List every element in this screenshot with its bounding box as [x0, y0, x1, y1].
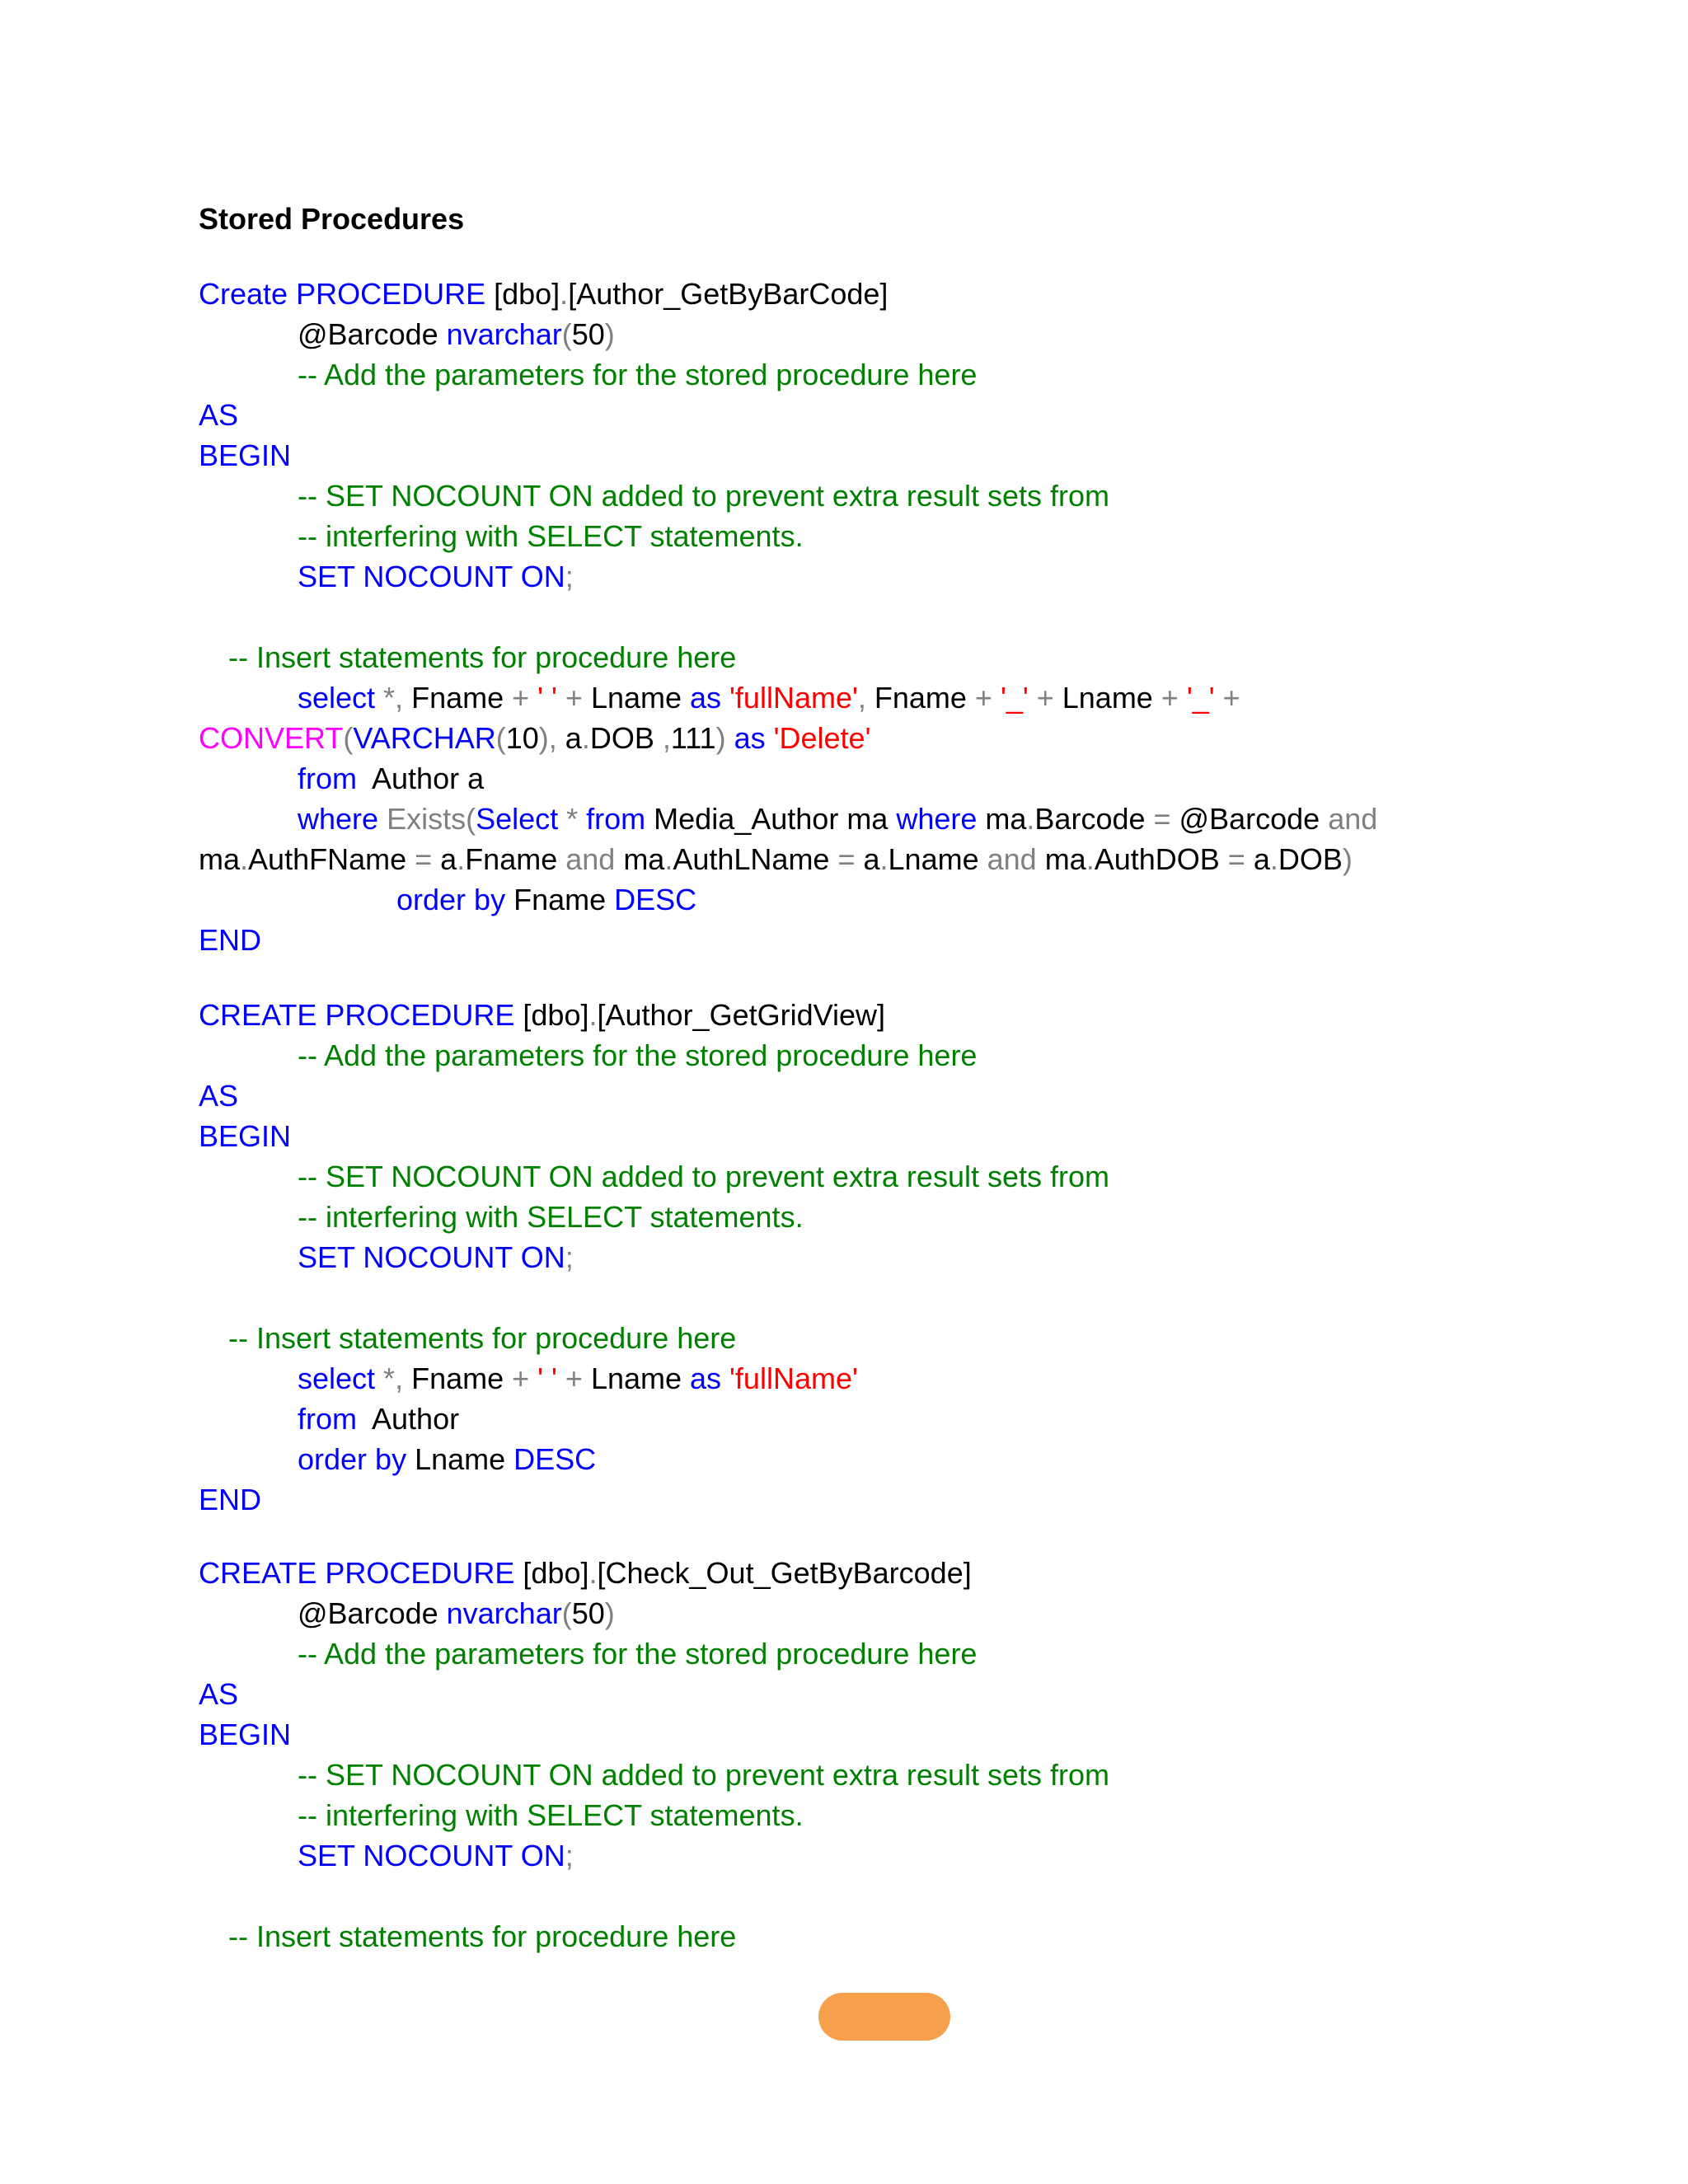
where-keyword: where [888, 802, 978, 836]
select-line-2 [199, 718, 1649, 758]
order-line [199, 1439, 1649, 1479]
comma: , [548, 721, 557, 755]
comma: , [395, 1361, 404, 1395]
exists-function: Exists [378, 802, 467, 836]
from-keyword: from [578, 802, 646, 836]
parameter-type: nvarchar [446, 1596, 562, 1630]
nocount-comment-2: -- interfering with SELECT statements. [298, 1200, 804, 1234]
table-name: Author [357, 1402, 460, 1436]
blank-line [199, 597, 1649, 637]
dot-operator: . [588, 998, 598, 1032]
procedure-author-getbybarcode [199, 274, 1649, 960]
parameter-line [199, 314, 1649, 354]
plus-operator: + [504, 681, 530, 715]
dot-operator: . [560, 277, 569, 311]
procedure-check-out-getbybarcode [199, 1553, 1649, 1957]
paren-open: ( [343, 721, 354, 755]
string-literal: ' ' [529, 1361, 557, 1395]
from-line [199, 758, 1649, 799]
begin-keyword: BEGIN [199, 438, 292, 472]
comma: , [395, 681, 404, 715]
plus-operator: + [1028, 681, 1054, 715]
begin-keyword: BEGIN [199, 1718, 292, 1751]
set-nocount-line [199, 556, 1649, 597]
insert-comment: -- Insert statements for procedure here [228, 1919, 737, 1953]
equals-operator: = [406, 842, 433, 876]
plus-operator: + [504, 1361, 530, 1395]
paren-close: ) [604, 317, 615, 351]
nocount-comment-2: -- interfering with SELECT statements. [298, 1798, 804, 1832]
parameter-size: 50 [571, 1596, 605, 1630]
string-literal: ' ' [529, 681, 557, 715]
paren-close: ) [538, 721, 549, 755]
page-heading: Stored Procedures [199, 202, 465, 236]
column-name: Lname [582, 681, 682, 715]
blank-line [199, 1277, 1649, 1318]
column-name: Lname [888, 842, 979, 876]
star-operator: * [375, 681, 396, 715]
procedure-keyword: PROCEDURE [316, 1556, 515, 1590]
type-size: 10 [505, 721, 539, 755]
nocount-comment-1: -- SET NOCOUNT ON added to prevent extra result sets from [298, 479, 1109, 513]
plus-operator: + [556, 1361, 583, 1395]
table-name: Media_Author ma [645, 802, 889, 836]
procedure-author-getgridview [199, 995, 1649, 1520]
table-name: Author a [357, 762, 485, 795]
table-alias: ma [1036, 842, 1086, 876]
and-operator: and [1320, 802, 1378, 836]
as-keyword: as [682, 1361, 722, 1395]
set-nocount-statement: SET NOCOUNT ON [298, 1240, 565, 1274]
table-alias: ma [615, 842, 665, 876]
equals-operator: = [1219, 842, 1245, 876]
dot-operator: . [1085, 842, 1095, 876]
equals-operator: = [829, 842, 856, 876]
select-line-1 [199, 677, 1649, 718]
column-name: Fname [505, 883, 607, 916]
procedure-keyword: PROCEDURE [288, 277, 486, 311]
insert-comment: -- Insert statements for procedure here [228, 1321, 737, 1355]
dot-operator: . [457, 842, 466, 876]
convert-function: CONVERT [199, 721, 344, 755]
procedure-header [199, 274, 1649, 314]
column-name: AuthDOB [1094, 842, 1220, 876]
table-alias: a [1245, 842, 1270, 876]
style-code: 111 [670, 721, 716, 755]
and-operator: and [557, 842, 616, 876]
table-alias: a [432, 842, 457, 876]
string-literal: '_' [992, 681, 1029, 715]
parameter-name: @Barcode [298, 317, 447, 351]
paren-open: ( [466, 802, 476, 836]
semicolon: ; [565, 560, 574, 593]
from-keyword: from [298, 1402, 357, 1436]
create-keyword: CREATE [199, 1556, 317, 1590]
alias-literal: 'fullName' [721, 681, 858, 715]
as-keyword: as [682, 681, 722, 715]
column-name: Barcode [1034, 802, 1146, 836]
column-name: Fname [403, 681, 504, 715]
page-number-badge [818, 1993, 950, 2041]
where-keyword: where [298, 802, 379, 836]
select-keyword: Select [476, 802, 559, 836]
as-keyword: AS [199, 398, 239, 432]
blank-line [199, 1876, 1649, 1916]
param-comment: -- Add the parameters for the stored procedure here [298, 1038, 978, 1072]
paren-close: ) [604, 1596, 615, 1630]
order-by-keyword: order by [298, 1442, 407, 1476]
star-operator: * [375, 1361, 396, 1395]
insert-comment: -- Insert statements for procedure here [228, 640, 737, 674]
parameter-size: 50 [571, 317, 605, 351]
dot-operator: . [240, 842, 249, 876]
column-name: AuthFName [248, 842, 407, 876]
end-keyword: END [199, 923, 262, 957]
dot-operator: . [588, 1556, 598, 1590]
column-name: Lname [1053, 681, 1153, 715]
order-line [199, 879, 1649, 920]
begin-keyword: BEGIN [199, 1119, 292, 1153]
set-nocount-line [199, 1237, 1649, 1277]
string-literal: '_' [1178, 681, 1215, 715]
as-keyword: AS [199, 1677, 239, 1711]
dot-operator: . [1269, 842, 1278, 876]
paren-open: ( [495, 721, 506, 755]
and-operator: and [978, 842, 1037, 876]
equals-operator: = [1145, 802, 1171, 836]
table-alias: a [556, 721, 582, 755]
dot-operator: . [1026, 802, 1035, 836]
schema-name: [dbo] [485, 277, 560, 311]
column-name: Lname [406, 1442, 506, 1476]
alias-literal: 'Delete' [765, 721, 871, 755]
column-name: Lname [582, 1361, 682, 1395]
select-keyword: select [298, 681, 376, 715]
alias-literal: 'fullName' [721, 1361, 858, 1395]
plus-operator: + [966, 681, 992, 715]
where-line-2 [199, 839, 1649, 879]
dot-operator: . [581, 721, 590, 755]
nocount-comment-1: -- SET NOCOUNT ON added to prevent extra result sets from [298, 1758, 1109, 1792]
paren-open: ( [561, 1596, 572, 1630]
column-name: AuthLName [673, 842, 830, 876]
schema-name: [dbo] [514, 1556, 589, 1590]
plus-operator: + [1214, 681, 1240, 715]
as-keyword: as [725, 721, 766, 755]
semicolon: ; [565, 1839, 574, 1872]
paren-close: ) [1342, 842, 1353, 876]
comma: , [654, 721, 671, 755]
column-name: Fname [865, 681, 967, 715]
parameter-name: @Barcode [1170, 802, 1320, 836]
schema-name: [dbo] [514, 998, 589, 1032]
set-nocount-statement: SET NOCOUNT ON [298, 1839, 565, 1872]
param-comment: -- Add the parameters for the stored procedure here [298, 358, 978, 391]
end-keyword: END [199, 1483, 262, 1516]
nocount-comment-2: -- interfering with SELECT statements. [298, 519, 804, 553]
procedure-name: [Check_Out_GetByBarcode] [597, 1556, 972, 1590]
from-line [199, 1399, 1649, 1439]
create-keyword: Create [199, 277, 288, 311]
column-name: Fname [465, 842, 558, 876]
table-alias: a [855, 842, 880, 876]
comma: , [857, 681, 866, 715]
desc-keyword: DESC [505, 1442, 597, 1476]
star-operator: * [558, 802, 579, 836]
create-keyword: CREATE [199, 998, 317, 1032]
desc-keyword: DESC [606, 883, 697, 916]
dot-operator: . [664, 842, 673, 876]
varchar-type: VARCHAR [353, 721, 496, 755]
parameter-type: nvarchar [446, 317, 562, 351]
table-alias: ma [199, 842, 241, 876]
procedure-header [199, 1553, 1649, 1593]
paren-close: ) [715, 721, 726, 755]
procedure-name: [Author_GetByBarCode] [568, 277, 889, 311]
parameter-line [199, 1593, 1649, 1633]
where-line-1 [199, 799, 1649, 839]
as-keyword: AS [199, 1079, 239, 1113]
procedure-keyword: PROCEDURE [316, 998, 515, 1032]
dot-operator: . [879, 842, 889, 876]
table-alias: ma [977, 802, 1027, 836]
parameter-name: @Barcode [298, 1596, 447, 1630]
set-nocount-statement: SET NOCOUNT ON [298, 560, 565, 593]
set-nocount-line [199, 1835, 1649, 1876]
select-keyword: select [298, 1361, 376, 1395]
semicolon: ; [565, 1240, 574, 1274]
from-keyword: from [298, 762, 357, 795]
plus-operator: + [1152, 681, 1179, 715]
column-name: DOB [1278, 842, 1343, 876]
column-name: DOB [589, 721, 654, 755]
select-line-1 [199, 1358, 1649, 1399]
procedure-header [199, 995, 1649, 1035]
column-name: Fname [403, 1361, 504, 1395]
paren-open: ( [561, 317, 572, 351]
order-by-keyword: order by [396, 883, 506, 916]
nocount-comment-1: -- SET NOCOUNT ON added to prevent extra result sets from [298, 1160, 1109, 1193]
plus-operator: + [556, 681, 583, 715]
param-comment: -- Add the parameters for the stored procedure here [298, 1637, 978, 1671]
procedure-name: [Author_GetGridView] [597, 998, 885, 1032]
